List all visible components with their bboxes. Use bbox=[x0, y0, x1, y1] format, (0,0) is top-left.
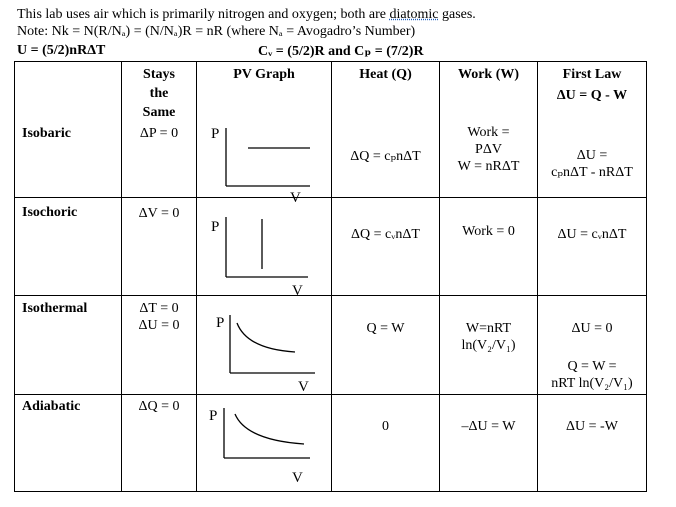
isothermal-curve bbox=[237, 323, 295, 352]
process-name: Isochoric bbox=[22, 205, 78, 220]
work-value bbox=[440, 124, 537, 175]
pressure-axis-label: P bbox=[211, 126, 220, 142]
header-heat: Heat (Q) bbox=[359, 67, 412, 82]
process-name: Isothermal bbox=[22, 301, 88, 316]
first-law-line: nRT ln(V₂/V₁) bbox=[551, 376, 633, 391]
work-line: PΔV bbox=[475, 142, 502, 157]
volume-axis-label: V bbox=[298, 379, 309, 395]
column-divider bbox=[196, 61, 197, 492]
pressure-axis-label: P bbox=[209, 408, 218, 424]
table-right-border bbox=[646, 61, 647, 492]
volume-axis-label: V bbox=[292, 283, 303, 299]
pressure-axis-label: P bbox=[211, 219, 220, 235]
first-law-line: ΔU = bbox=[576, 148, 608, 163]
table-left-border bbox=[14, 61, 15, 492]
first-law-value bbox=[538, 320, 646, 392]
intro-line-1-end: gases. bbox=[438, 7, 476, 22]
intro-line-1-text: This lab uses air which is primarily nitrogen and oxygen; both are bbox=[17, 7, 390, 22]
heat-capacity-formula: Cᵥ = (5/2)R and Cₚ = (7/2)R bbox=[258, 44, 424, 59]
stays-same-value: ΔQ = 0 bbox=[138, 399, 180, 414]
header-pv-graph: PV Graph bbox=[233, 67, 295, 82]
work-line: ln(V₂/V₁) bbox=[461, 338, 516, 353]
internal-energy-formula: U = (5/2)nRΔT bbox=[17, 43, 106, 58]
volume-axis-label: V bbox=[290, 190, 301, 206]
intro-line-1 bbox=[17, 7, 476, 23]
pv-graph-isobaric bbox=[200, 118, 328, 206]
heat-value: Q = W bbox=[366, 321, 405, 336]
heat-value: ΔQ = cₚnΔT bbox=[350, 149, 421, 164]
heat-value: 0 bbox=[382, 419, 389, 434]
stays-same-value bbox=[122, 300, 196, 334]
stays-same-line: ΔT = 0 bbox=[139, 301, 179, 316]
adiabatic-curve bbox=[235, 414, 304, 444]
process-name: Isobaric bbox=[22, 126, 71, 141]
pv-graph-isochoric bbox=[200, 205, 328, 297]
work-value: Work = 0 bbox=[462, 224, 515, 239]
process-name: Adiabatic bbox=[22, 399, 81, 414]
stays-same-value: ΔP = 0 bbox=[139, 126, 179, 141]
header-work: Work (W) bbox=[457, 67, 520, 82]
volume-axis-label: V bbox=[292, 470, 303, 486]
header-first-law-equation: ΔU = Q - W bbox=[556, 88, 628, 103]
intro-line-2: Note: Nk = N(R/Nₐ) = (N/Nₐ)R = nR (where Nₐ = Avogadro’s Number) bbox=[17, 24, 416, 39]
header-first-law bbox=[538, 66, 646, 104]
header-stays-same-line: the bbox=[149, 86, 169, 101]
first-law-line: cₚnΔT - nRΔT bbox=[551, 165, 633, 180]
first-law-value bbox=[538, 147, 646, 181]
stays-same-value: ΔV = 0 bbox=[138, 206, 180, 221]
first-law-line: ΔU = 0 bbox=[571, 321, 613, 336]
first-law-value: ΔU = cᵥnΔT bbox=[557, 227, 627, 242]
heat-value: ΔQ = cᵥnΔT bbox=[351, 227, 420, 242]
work-line: Work = bbox=[467, 125, 510, 140]
work-value: –ΔU = W bbox=[461, 419, 516, 434]
header-stays-same bbox=[122, 66, 196, 121]
first-law-line bbox=[538, 337, 646, 358]
work-line: W = nRΔT bbox=[457, 159, 520, 174]
pv-graph-isothermal bbox=[205, 305, 329, 397]
pv-graph-adiabatic bbox=[200, 400, 328, 492]
work-value bbox=[440, 320, 537, 354]
work-line: W=nRT bbox=[465, 321, 512, 336]
first-law-line: Q = W = bbox=[567, 359, 617, 374]
pressure-axis-label: P bbox=[216, 315, 225, 331]
first-law-value: ΔU = -W bbox=[566, 419, 618, 434]
stays-same-line: ΔU = 0 bbox=[138, 318, 180, 333]
header-first-law-title: First Law bbox=[562, 67, 622, 82]
diatomic-term: diatomic bbox=[389, 7, 439, 22]
header-stays-same-line: Same bbox=[142, 105, 176, 120]
header-stays-same-line: Stays bbox=[143, 67, 175, 82]
